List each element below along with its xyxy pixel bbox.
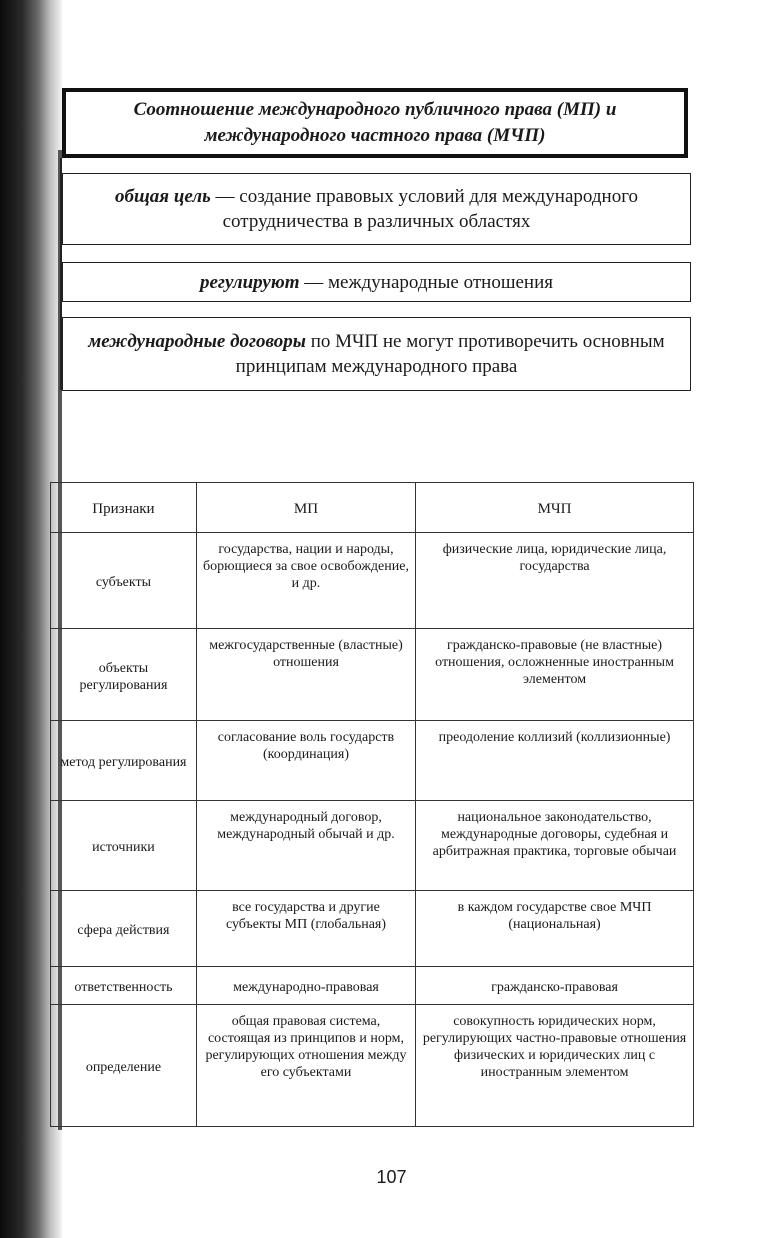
row-feature: ответственность (51, 967, 197, 1005)
row-mchp: гражданско-правовые (не властные) отношения, осложненные иностранным элементом (416, 629, 694, 721)
treaties-box (62, 317, 691, 391)
title-line-2: международного частного права (МЧП) (204, 125, 546, 146)
table-header-row (51, 483, 694, 533)
row-mp: межгосударственные (властные) отношения (196, 629, 415, 721)
header-features: Признаки (51, 483, 197, 533)
box-text: — создание правовых условий для международного сотрудничества в различных областях (210, 186, 639, 232)
table-row (51, 533, 694, 629)
table-row (51, 891, 694, 967)
table-row (51, 629, 694, 721)
regulate-box (62, 262, 691, 302)
row-feature: определение (51, 1005, 197, 1127)
row-mchp: совокупность юридических норм, регулирующих частно-правовые отношения физических и юридических лиц с иностранным элементом (416, 1005, 694, 1127)
row-mp: государства, нации и народы, борющиеся за свое освобождение, и др. (196, 533, 415, 629)
row-feature: источники (51, 801, 197, 891)
box-emphasis: регулируют (200, 271, 300, 293)
box-text: — международные отношения (299, 271, 553, 293)
row-mchp: национальное законодательство, международные договоры, судебная и арбитражная практика, торговые обычаи (416, 801, 694, 891)
header-mchp: МЧП (416, 483, 694, 533)
title-line-1: Соотношение международного публичного права (МП) и (133, 99, 617, 120)
page-title (62, 88, 688, 158)
table-row (51, 721, 694, 801)
table-row (51, 967, 694, 1005)
box-text: по МЧП не могут противоречить основным принципам международного права (235, 331, 665, 377)
row-mp: согласование воль государств (координация) (196, 721, 415, 801)
row-mchp: гражданско-правовая (416, 967, 694, 1005)
table-row (51, 1005, 694, 1127)
row-mchp: в каждом государстве свое МЧП (национальная) (416, 891, 694, 967)
common-goal-box (62, 173, 691, 245)
row-mp: общая правовая система, состоящая из принципов и норм, регулирующих отношения между его субъектами (196, 1005, 415, 1127)
box-emphasis: общая цель (114, 186, 211, 207)
box-emphasis: международные договоры (88, 331, 306, 352)
row-feature: сфера действия (51, 891, 197, 967)
row-mp: международный договор, международный обычай и др. (196, 801, 415, 891)
row-feature: объекты регулирования (51, 629, 197, 721)
table-row (51, 801, 694, 891)
comparison-table (50, 482, 694, 1127)
page-number: 107 (376, 1167, 407, 1187)
row-feature: метод регулирования (51, 721, 197, 801)
header-mp: МП (196, 483, 415, 533)
row-mp: все государства и другие субъекты МП (глобальная) (196, 891, 415, 967)
row-mp: международно-правовая (196, 967, 415, 1005)
row-feature: субъекты (51, 533, 197, 629)
row-mchp: преодоление коллизий (коллизионные) (416, 721, 694, 801)
row-mchp: физические лица, юридические лица, государства (416, 533, 694, 629)
